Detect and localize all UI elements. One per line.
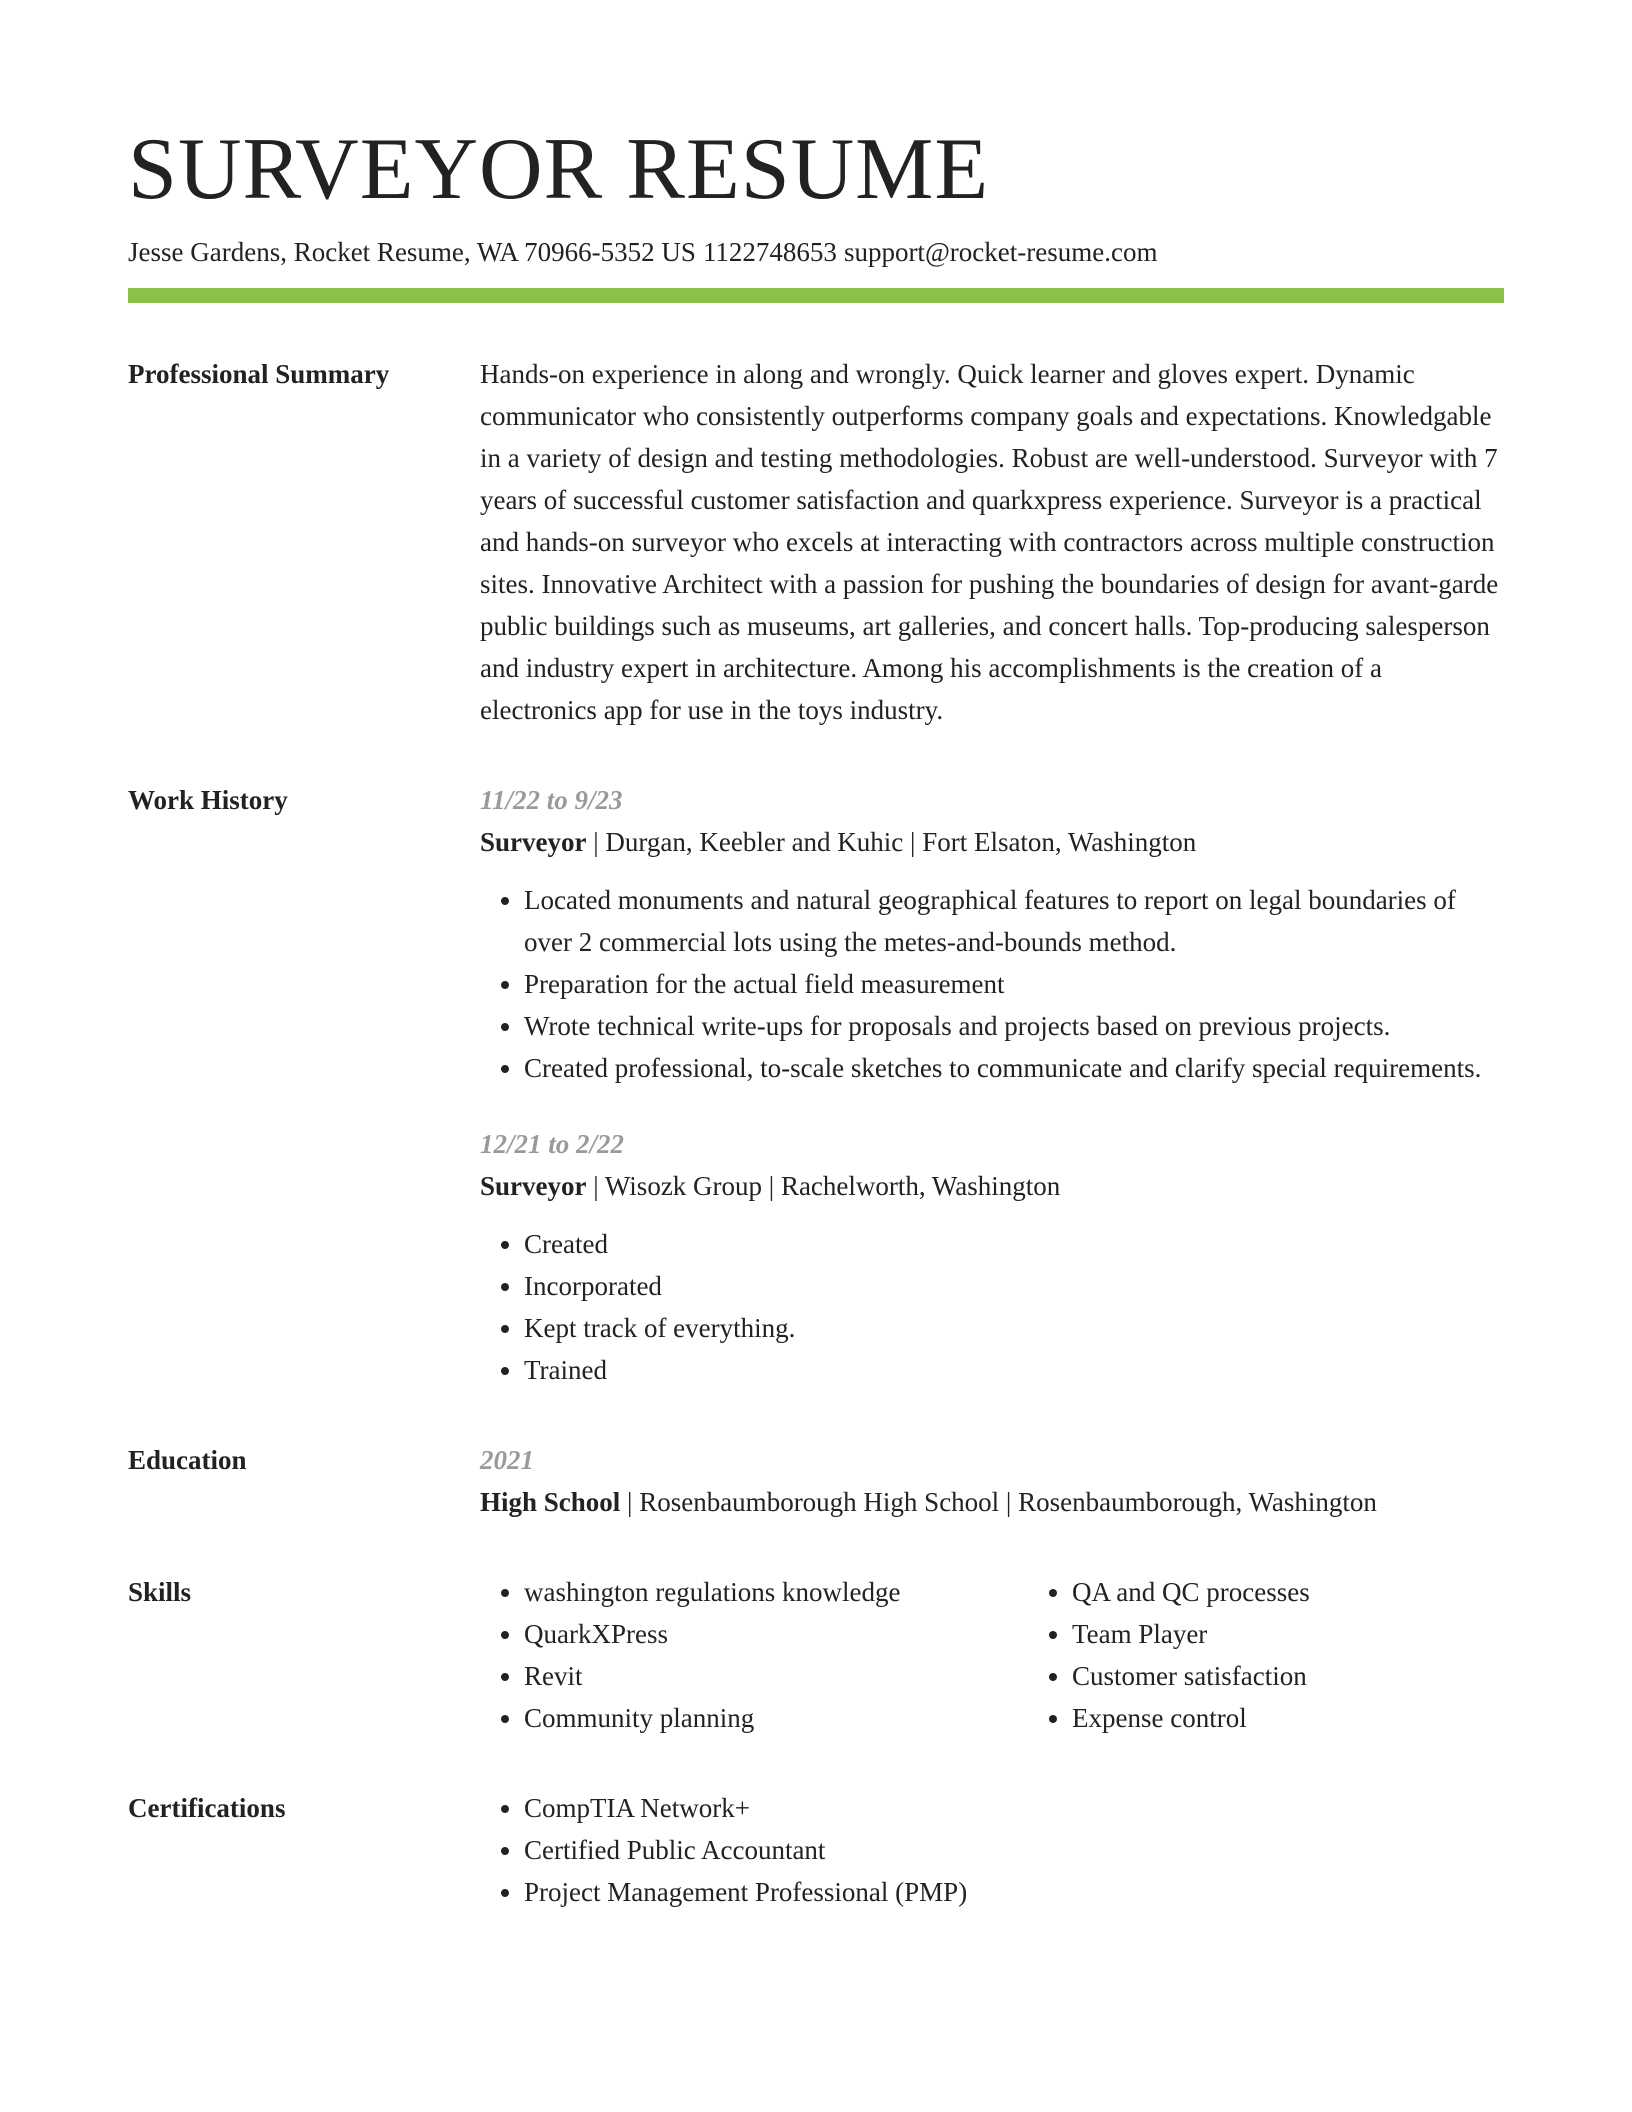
list-item: • Kept track of everything. [524,1307,1504,1349]
job-entry [480,779,1504,1089]
job-role: Surveyor [480,827,587,857]
accent-divider [128,288,1504,303]
list-item: • Customer satisfaction [1072,1655,1310,1697]
summary-section [128,353,1504,731]
list-item: • Preparation for the actual field measurement [524,963,1504,1005]
job-bullets [480,1223,1504,1391]
list-item: • Project Management Professional (PMP) [524,1871,1504,1913]
list-item: • Community planning [524,1697,1028,1739]
job-role: Surveyor [480,1171,587,1201]
section-title: Education [128,1445,247,1475]
job-bullets [480,879,1504,1089]
skills-list-left [480,1571,1028,1739]
list-item: • QuarkXPress [524,1613,1028,1655]
contact-phone: 1122748653 [702,237,837,267]
education-body [480,1439,1504,1523]
certifications-body [480,1787,1504,1913]
skills-body [480,1571,1504,1739]
list-item: • CompTIA Network+ [524,1787,1504,1829]
job-dates: 11/22 to 9/23 [480,785,623,815]
skills-list-right [1028,1571,1310,1739]
resume-title: SURVEYOR RESUME [128,121,990,218]
summary-text: Hands-on experience in along and wrongly. Quick learner and gloves expert. Dynamic communicator who consistently outperforms company goals and expectations. Knowledgable in a variety of design and testing methodologies. Robust are well-understood. Surveyor with 7 years of successful customer satisfaction and quarkxpress experience. Surveyor is a practical and hands-on surveyor who excels at interacting with contractors across multiple construction sites. Innovative Architect with a passion for pushing the boundaries of design for avant-garde public buildings such as museums, art galleries, and concert halls. Top-producing salesperson and industry expert in architecture. Among his accomplishments is the creation of a electronics app for use in the toys industry. [480,359,1499,725]
contact-address: Jesse Gardens, Rocket Resume, WA 70966-5352 US [128,237,696,267]
section-title: Skills [128,1577,192,1607]
education-heading [480,1481,1504,1523]
work-history-body [480,779,1504,1391]
education-degree: High School [480,1487,621,1517]
job-entry [480,1123,1504,1391]
job-heading [480,1165,1504,1207]
list-item: • Revit [524,1655,1028,1697]
list-item: • Created [524,1223,1504,1265]
list-item: • Team Player [1072,1613,1310,1655]
job-details: | Wisozk Group | Rachelworth, Washington [586,1171,1061,1201]
contact-email: support@rocket-resume.com [843,237,1158,267]
list-item: • Expense control [1072,1697,1310,1739]
list-item: • Trained [524,1349,1504,1391]
list-item: • washington regulations knowledge [524,1571,1028,1613]
contact-line [128,234,1504,270]
list-item: • Certified Public Accountant [524,1829,1504,1871]
list-item: • QA and QC processes [1072,1571,1310,1613]
work-history-section [128,779,1504,1391]
section-title: Work History [128,785,288,815]
certifications-section [128,1787,1504,1913]
job-details: | Durgan, Keebler and Kuhic | Fort Elsaton, Washington [586,827,1197,857]
job-heading [480,821,1504,863]
list-item: • Incorporated [524,1265,1504,1307]
section-title: Professional Summary [128,359,390,389]
skills-section [128,1571,1504,1739]
list-item: • Created professional, to-scale sketches to communicate and clarify special requirements. [524,1047,1504,1089]
section-title: Certifications [128,1793,286,1823]
resume-page [128,118,1504,1913]
job-dates: 12/21 to 2/22 [480,1129,625,1159]
education-year: 2021 [480,1445,534,1475]
education-section [128,1439,1504,1523]
certifications-list [480,1787,1504,1913]
education-details: | Rosenbaumborough High School | Rosenbaumborough, Washington [620,1487,1377,1517]
list-item: • Wrote technical write-ups for proposals and projects based on previous projects. [524,1005,1504,1047]
list-item: • Located monuments and natural geographical features to report on legal boundaries of over 2 commercial lots using the metes-and-bounds method. [524,879,1504,963]
